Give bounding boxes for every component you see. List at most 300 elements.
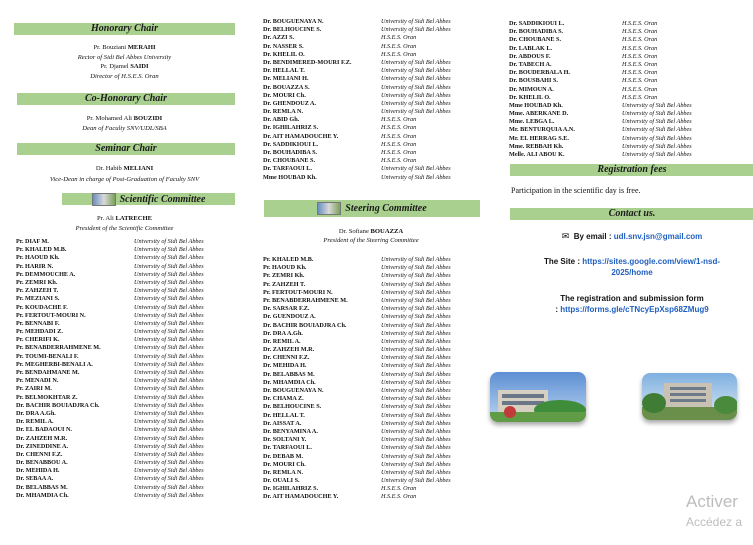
member-affiliation: University of Sidi Bel Abbes — [381, 18, 451, 25]
member-row — [509, 53, 709, 61]
member-affiliation: University of Sidi Bel Abbes — [381, 411, 451, 419]
member-affiliation: University of Sidi Bel Abbes — [134, 459, 204, 467]
member-name: Dr. MOURI Ch. — [263, 91, 306, 99]
member-name: Dr. KHELIL O. — [509, 93, 551, 101]
member-name: Dr. BOUHADIBA S. — [509, 28, 564, 36]
activation-watermark-line1: Activer — [686, 492, 738, 511]
member-name: Dr. GUENDOUZ A. — [263, 313, 316, 321]
member-row — [263, 322, 478, 330]
member-row — [263, 469, 478, 477]
member-row — [263, 149, 478, 157]
member-name: Dr. AIT HAMADOUCHE Y. — [263, 132, 339, 140]
committee-logo-icon — [92, 193, 116, 206]
member-name: Dr. MELIANI H. — [263, 75, 309, 83]
member-row — [16, 369, 231, 377]
member-row — [509, 69, 709, 77]
member-row — [16, 271, 231, 279]
scientific-committee-list-left — [16, 238, 231, 500]
member-name: Dr. TARFAOUI L. — [263, 444, 312, 452]
member-name: Dr. REMLA N. — [263, 108, 303, 116]
member-affiliation: University of Sidi Bel Abbes — [381, 460, 451, 468]
member-name: Dr. SARSAR F.Z. — [263, 305, 310, 313]
steering-committee-banner: Steering Committee — [264, 200, 480, 217]
member-row — [263, 165, 478, 173]
member-affiliation: University of Sidi Bel Abbes — [134, 418, 204, 426]
member-affiliation: University of Sidi Bel Abbes — [381, 436, 451, 444]
co-honorary-chair-banner: Co-Honorary Chair — [17, 93, 235, 105]
member-row — [263, 412, 478, 420]
seminar-chair-person: Dr. Habib MELIANI — [95, 165, 154, 172]
form-link[interactable]: https://forms.gle/cTNcyEpXsp68ZMug9 — [560, 305, 709, 314]
member-affiliation: University of Sidi Bel Abbes — [134, 434, 204, 442]
member-affiliation: University of Sidi Bel Abbes — [381, 256, 451, 263]
member-affiliation: University of Sidi Bel Abbes — [134, 336, 204, 344]
member-name: Dr. IGHILAHRIZ S. — [263, 124, 319, 132]
member-name: Dr. SOLTANI Y. — [263, 436, 307, 444]
member-row — [509, 20, 709, 28]
member-name: Dr. TARFAOUI L. — [263, 165, 312, 173]
member-row — [16, 320, 231, 328]
member-name: Pr. ZEMRI Kh. — [263, 272, 305, 280]
seminar-chair-banner: Seminar Chair — [17, 143, 235, 155]
site-link-cont[interactable]: 2025/home — [611, 268, 653, 277]
member-name: Mme. ABERKANE D. — [509, 110, 569, 118]
member-row — [263, 485, 478, 493]
member-affiliation: H.S.E.S. Oran — [381, 485, 417, 493]
member-row — [263, 420, 478, 428]
member-name: Dr. MHAMDIA Ch. — [16, 491, 69, 499]
member-name: Dr. CHENNI F.Z. — [263, 354, 310, 362]
member-name: Dr. SEBAA A. — [16, 475, 54, 483]
co-honorary-chair-person: Pr. Mohamed Ali BOUZIDI — [86, 115, 163, 122]
member-name: Dr. MIMOUN A. — [509, 85, 554, 93]
member-name: Pr. MEGHERBI-BENALI A. — [16, 360, 93, 368]
member-row — [16, 361, 231, 369]
member-row — [263, 34, 478, 42]
member-name: Dr. CHOUBANE S. — [263, 157, 316, 165]
member-name: Dr. MOURI Ch. — [263, 460, 306, 468]
member-name: Pr. TOUMI-BENALI F. — [16, 352, 79, 360]
member-affiliation: University of Sidi Bel Abbes — [381, 165, 451, 173]
member-row — [16, 435, 231, 443]
member-affiliation: University of Sidi Bel Abbes — [622, 118, 692, 126]
member-affiliation: University of Sidi Bel Abbes — [381, 280, 451, 288]
member-row — [16, 443, 231, 451]
member-affiliation: University of Sidi Bel Abbes — [381, 272, 451, 280]
member-affiliation: University of Sidi Bel Abbes — [381, 75, 451, 83]
member-row — [509, 86, 709, 94]
activation-watermark-line2: Accédez a — [686, 515, 743, 529]
member-affiliation: University of Sidi Bel Abbes — [381, 67, 451, 75]
member-affiliation: H.S.E.S. Oran — [622, 85, 658, 93]
member-name: Pr. DEMMOUCHE A. — [16, 270, 76, 278]
member-row — [263, 428, 478, 436]
member-affiliation: University of Sidi Bel Abbes — [381, 99, 451, 107]
scientific-committee-list-middle — [263, 18, 478, 182]
member-affiliation: University of Sidi Bel Abbes — [134, 377, 204, 385]
member-row — [16, 492, 231, 500]
member-name: Dr. BOUAZZA S. — [263, 83, 310, 91]
member-affiliation: H.S.E.S. Oran — [622, 52, 658, 60]
member-row — [509, 94, 709, 102]
member-name: Dr. ZAHZEH M.R. — [263, 346, 315, 354]
member-name: Mme. REBBAH Kh. — [509, 142, 564, 150]
member-name: Dr. CHAMA Z. — [263, 395, 304, 403]
member-affiliation: University of Sidi Bel Abbes — [134, 483, 204, 491]
contact-email-line: ✉ By email : udl.snv.jsn@gmail.com — [561, 231, 703, 241]
member-name: Pr. BENABDERRAHMENE M. — [16, 344, 101, 352]
site-link[interactable]: https://sites.google.com/view/1-nsd- — [582, 257, 721, 266]
member-affiliation: H.S.E.S. Oran — [381, 124, 417, 132]
member-row — [263, 362, 478, 370]
member-affiliation: University of Sidi Bel Abbes — [381, 108, 451, 116]
honorary-chair-role1: Rector of Sidi Bel Abbes University — [77, 54, 172, 61]
member-affiliation: University of Sidi Bel Abbes — [134, 262, 204, 270]
member-row — [16, 459, 231, 467]
member-row — [263, 403, 478, 411]
member-row — [263, 493, 478, 501]
member-name: Pr. FERTOUT-MOURI N. — [263, 288, 333, 296]
member-affiliation: University of Sidi Bel Abbes — [381, 444, 451, 452]
member-name: Dr. EL BADAOUI N. — [16, 426, 72, 434]
member-affiliation: University of Sidi Bel Abbes — [134, 287, 204, 295]
member-name: Dr. MEHIDA H. — [16, 467, 60, 475]
member-row — [509, 118, 709, 126]
member-affiliation: University of Sidi Bel Abbes — [134, 254, 204, 262]
member-row — [263, 108, 478, 116]
member-affiliation: University of Sidi Bel Abbes — [381, 468, 451, 476]
member-name: Pr. BENABDERRAHMENE M. — [263, 296, 348, 304]
member-name: Pr. HAOUD Kh. — [16, 254, 60, 262]
member-affiliation: University of Sidi Bel Abbes — [134, 467, 204, 475]
member-row — [509, 126, 709, 134]
steering-committee-president: Dr. Sofiane BOUAZZA — [338, 228, 404, 235]
member-affiliation: University of Sidi Bel Abbes — [134, 385, 204, 393]
co-honorary-chair-role: Dean of Faculty SNV/UDL/SBA — [82, 125, 167, 132]
member-name: Dr. KHELIL O. — [263, 50, 305, 58]
member-row — [263, 436, 478, 444]
member-row — [16, 336, 231, 344]
member-row — [263, 313, 478, 321]
contact-form-line: The registration and submission form : https://forms.gle/cTNcyEpXsp68ZMug9 — [555, 294, 709, 314]
member-name: Pr. BELMOKHTAR Z. — [16, 393, 78, 401]
member-row — [263, 289, 478, 297]
member-name: Pr. HAOUD Kh. — [263, 264, 307, 272]
member-name: Pr. KOUDACHE F. — [16, 303, 68, 311]
member-affiliation: H.S.E.S. Oran — [381, 132, 417, 140]
member-affiliation: University of Sidi Bel Abbes — [381, 296, 451, 304]
member-affiliation: University of Sidi Bel Abbes — [381, 329, 451, 337]
member-affiliation: University of Sidi Bel Abbes — [134, 426, 204, 434]
member-row — [263, 264, 478, 272]
member-row — [263, 116, 478, 124]
member-affiliation: University of Sidi Bel Abbes — [381, 313, 451, 321]
member-name: Pr. KHALED M.B. — [263, 256, 314, 263]
member-name: Dr. NASSER S. — [263, 42, 304, 50]
member-affiliation: University of Sidi Bel Abbes — [134, 352, 204, 360]
member-affiliation: University of Sidi Bel Abbes — [134, 319, 204, 327]
member-affiliation: H.S.E.S. Oran — [622, 77, 658, 85]
member-name: Mr. BENTURQUIA A.N. — [509, 126, 575, 134]
member-name: Dr. BOUSBAHI S. — [509, 77, 558, 85]
member-row — [263, 133, 478, 141]
member-row — [263, 281, 478, 289]
member-affiliation: H.S.E.S. Oran — [381, 157, 417, 165]
member-row — [263, 346, 478, 354]
member-affiliation: H.S.E.S. Oran — [381, 149, 417, 156]
member-affiliation: University of Sidi Bel Abbes — [134, 442, 204, 450]
member-affiliation: H.S.E.S. Oran — [622, 44, 658, 52]
scientific-committee-president-role: President of the Scientific Committee — [75, 225, 174, 232]
member-affiliation: University of Sidi Bel Abbes — [134, 278, 204, 286]
member-affiliation: H.S.E.S. Oran — [622, 20, 658, 27]
member-row — [263, 26, 478, 34]
member-name: Dr. BENYAMINA A. — [263, 427, 318, 435]
member-row — [263, 256, 478, 264]
member-name: Dr. ZAHZEH M.R. — [16, 434, 68, 442]
member-affiliation: University of Sidi Bel Abbes — [134, 303, 204, 311]
member-affiliation: University of Sidi Bel Abbes — [381, 395, 451, 403]
member-affiliation: H.S.E.S. Oran — [381, 140, 417, 148]
email-link[interactable]: udl.snv.jsn@gmail.com — [613, 232, 703, 241]
member-affiliation: University of Sidi Bel Abbes — [381, 403, 451, 411]
member-name: Dr. BOUGUENAYA N. — [263, 18, 324, 25]
member-name: Dr. AZZI S. — [263, 34, 295, 42]
member-row — [16, 263, 231, 271]
member-name: Dr. TABECH A. — [509, 60, 552, 68]
member-row — [16, 353, 231, 361]
member-row — [16, 254, 231, 262]
member-row — [16, 328, 231, 336]
member-name: Pr. ZEMRI Kh. — [16, 278, 58, 286]
member-row — [263, 18, 478, 26]
member-name: Dr. AISSAT A. — [263, 419, 302, 427]
member-row — [263, 84, 478, 92]
member-name: Mr. EL HERRAG S.E. — [509, 134, 569, 142]
member-affiliation: University of Sidi Bel Abbes — [381, 477, 451, 485]
member-affiliation: University of Sidi Bel Abbes — [622, 110, 692, 118]
member-name: Pr. CHERIFI K. — [16, 336, 60, 344]
member-name: Dr. AIT HAMADOUCHE Y. — [263, 493, 339, 501]
member-affiliation: University of Sidi Bel Abbes — [134, 270, 204, 278]
member-row — [16, 451, 231, 459]
member-name: Dr. BENABBOU A. — [16, 459, 68, 467]
member-affiliation: University of Sidi Bel Abbes — [134, 401, 204, 409]
member-name: Dr. DRA A.Gh. — [263, 329, 303, 337]
member-row — [263, 92, 478, 100]
steering-logo-icon — [317, 202, 341, 215]
member-row — [16, 394, 231, 402]
member-row — [263, 461, 478, 469]
member-name: Pr. DIAF M. — [16, 238, 49, 245]
member-row — [263, 395, 478, 403]
member-affiliation: University of Sidi Bel Abbes — [381, 370, 451, 378]
member-row — [16, 344, 231, 352]
member-name: Dr. CHENNI F.Z. — [16, 450, 63, 458]
member-affiliation: H.S.E.S. Oran — [622, 36, 658, 44]
member-name: Dr. CHOUBANE S. — [509, 36, 562, 44]
member-row — [16, 287, 231, 295]
member-name: Dr. BELABBAS M. — [16, 483, 68, 491]
contact-site-line: The Site : https://sites.google.com/view/1-nsd- 2025/home — [543, 257, 721, 277]
member-row — [509, 28, 709, 36]
member-name: Pr. ZAHZEH T. — [16, 287, 59, 295]
member-row — [16, 426, 231, 434]
member-name: Pr. KHALED M.B. — [16, 246, 67, 254]
member-name: Dr. ABDOUS F. — [509, 52, 551, 60]
member-affiliation: University of Sidi Bel Abbes — [381, 91, 451, 99]
registration-fees-banner: Registration fees — [510, 164, 753, 176]
member-name: Dr. BELHOUCINE S. — [263, 403, 322, 411]
member-affiliation: University of Sidi Bel Abbes — [381, 337, 451, 345]
member-affiliation: University of Sidi Bel Abbes — [381, 58, 451, 66]
member-affiliation: University of Sidi Bel Abbes — [134, 295, 204, 303]
member-affiliation: University of Sidi Bel Abbes — [622, 134, 692, 142]
member-affiliation: H.S.E.S. Oran — [381, 493, 417, 501]
member-name: Pr. FERTOUT-MOURI N. — [16, 311, 86, 319]
member-name: Dr. SADDIKIOUI L. — [263, 140, 319, 148]
member-affiliation: University of Sidi Bel Abbes — [381, 288, 451, 296]
campus-photo-right — [642, 373, 737, 420]
member-name: Dr. REMLA N. — [263, 468, 303, 476]
member-affiliation: University of Sidi Bel Abbes — [381, 26, 451, 34]
member-affiliation: University of Sidi Bel Abbes — [134, 369, 204, 376]
member-name: Dr. BACHIR BOUIADJRA Ch. — [263, 321, 347, 329]
member-affiliation: University of Sidi Bel Abbes — [381, 378, 451, 386]
honorary-chair-banner: Honorary Chair — [14, 23, 235, 35]
member-row — [16, 295, 231, 303]
member-name: Dr. HELLAL T. — [263, 411, 305, 419]
member-affiliation: University of Sidi Bel Abbes — [134, 475, 204, 483]
member-name: Dr. BOUHADIBA S. — [263, 149, 318, 156]
member-name: Pr. ZAIRI M. — [16, 385, 52, 393]
member-row — [263, 379, 478, 387]
registration-fees-text: Participation in the scientific day is free. — [511, 186, 641, 195]
member-row — [16, 304, 231, 312]
member-affiliation: University of Sidi Bel Abbes — [381, 419, 451, 427]
member-name: Dr. OUALI S. — [263, 477, 300, 485]
member-row — [509, 61, 709, 69]
contact-banner: Contact us. — [510, 208, 753, 220]
member-name: Dr. BOUDERBALA H. — [509, 69, 570, 77]
member-row — [263, 67, 478, 75]
member-name: Mme. LEBGA L. — [509, 118, 555, 126]
member-row — [16, 238, 231, 246]
member-row — [509, 110, 709, 118]
member-affiliation: University of Sidi Bel Abbes — [134, 246, 204, 254]
member-row — [16, 475, 231, 483]
scientific-committee-president: Pr. Ali LATRECHE — [96, 215, 153, 222]
member-name: Pr. MEHDADI Z. — [16, 328, 63, 336]
member-name: Pr. ZAHZEH T. — [263, 280, 306, 288]
member-name: Dr. BOUGUENAYA N. — [263, 387, 324, 394]
member-affiliation: University of Sidi Bel Abbes — [134, 393, 204, 401]
scientific-committee-banner: Scientific Committee — [62, 193, 235, 205]
member-affiliation: H.S.E.S. Oran — [381, 42, 417, 50]
member-name: Dr. MEHIDA H. — [263, 362, 307, 370]
member-affiliation: University of Sidi Bel Abbes — [381, 264, 451, 272]
member-row — [263, 453, 478, 461]
member-affiliation: University of Sidi Bel Abbes — [134, 450, 204, 458]
member-affiliation: H.S.E.S. Oran — [622, 60, 658, 68]
member-row — [263, 338, 478, 346]
member-affiliation: University of Sidi Bel Abbes — [134, 409, 204, 417]
member-affiliation: University of Sidi Bel Abbes — [134, 491, 204, 499]
member-row — [16, 312, 231, 320]
member-affiliation: University of Sidi Bel Abbes — [134, 238, 204, 245]
member-row — [509, 36, 709, 44]
member-affiliation: University of Sidi Bel Abbes — [381, 354, 451, 362]
member-affiliation: University of Sidi Bel Abbes — [381, 173, 451, 181]
member-name: Pr. BENNABI F. — [16, 319, 60, 327]
member-row — [263, 387, 478, 395]
member-name: Dr. BELHOUCINE S. — [263, 26, 322, 34]
member-name: Mme HOUBAD Kh. — [509, 101, 563, 109]
member-affiliation: University of Sidi Bel Abbes — [381, 427, 451, 435]
member-affiliation: H.S.E.S. Oran — [381, 116, 417, 124]
member-affiliation: University of Sidi Bel Abbes — [622, 142, 692, 150]
member-row — [16, 246, 231, 254]
member-name: Dr. REMIL A. — [263, 337, 301, 345]
member-row — [509, 45, 709, 53]
member-row — [263, 330, 478, 338]
member-row — [263, 51, 478, 59]
member-affiliation: University of Sidi Bel Abbes — [622, 101, 692, 109]
member-row — [263, 371, 478, 379]
member-name: Dr. HELLAL T. — [263, 67, 305, 75]
member-affiliation: University of Sidi Bel Abbes — [622, 126, 692, 134]
member-row — [263, 157, 478, 165]
member-affiliation: University of Sidi Bel Abbes — [381, 346, 451, 354]
member-affiliation: University of Sidi Bel Abbes — [381, 452, 451, 460]
member-affiliation: University of Sidi Bel Abbes — [381, 83, 451, 91]
member-name: Dr. IGHILAHRIZ S. — [263, 485, 319, 493]
member-name: Dr. MHAMDIA Ch. — [263, 378, 316, 386]
member-row — [16, 410, 231, 418]
member-row — [16, 279, 231, 287]
member-name: Dr. REMIL A. — [16, 418, 54, 426]
member-affiliation: University of Sidi Bel Abbes — [381, 305, 451, 313]
member-affiliation: H.S.E.S. Oran — [622, 93, 658, 101]
member-row — [16, 418, 231, 426]
member-name: Melle. ALI ABOU K. — [509, 151, 565, 158]
member-affiliation: H.S.E.S. Oran — [622, 28, 658, 36]
steering-committee-list-right — [509, 20, 709, 159]
steering-committee-president-role: President of the Steering Committee — [323, 237, 419, 244]
steering-committee-list-middle — [263, 256, 478, 502]
member-row — [509, 143, 709, 151]
member-name: Dr. DEBAB M. — [263, 452, 303, 460]
member-name: Dr. LABLAK L. — [509, 44, 553, 52]
member-row — [509, 77, 709, 85]
member-row — [263, 43, 478, 51]
member-row — [263, 297, 478, 305]
member-row — [509, 135, 709, 143]
member-row — [263, 124, 478, 132]
member-row — [263, 272, 478, 280]
seminar-chair-role: Vice-Dean in charge of Post-Graduation of Faculty SNV — [49, 176, 200, 183]
member-row — [263, 141, 478, 149]
member-name: Pr. BENDAHMANE M. — [16, 369, 80, 376]
member-name: Dr. GHENDOUZ A. — [263, 99, 317, 107]
member-affiliation: H.S.E.S. Oran — [381, 50, 417, 58]
member-name: Dr. DRA A.Gh. — [16, 409, 56, 417]
member-row — [263, 59, 478, 67]
member-name: Dr. BACHIR BOUIADJRA Ch. — [16, 401, 100, 409]
member-affiliation: University of Sidi Bel Abbes — [381, 362, 451, 370]
member-row — [16, 385, 231, 393]
member-name: Pr. HARIR N. — [16, 262, 54, 270]
